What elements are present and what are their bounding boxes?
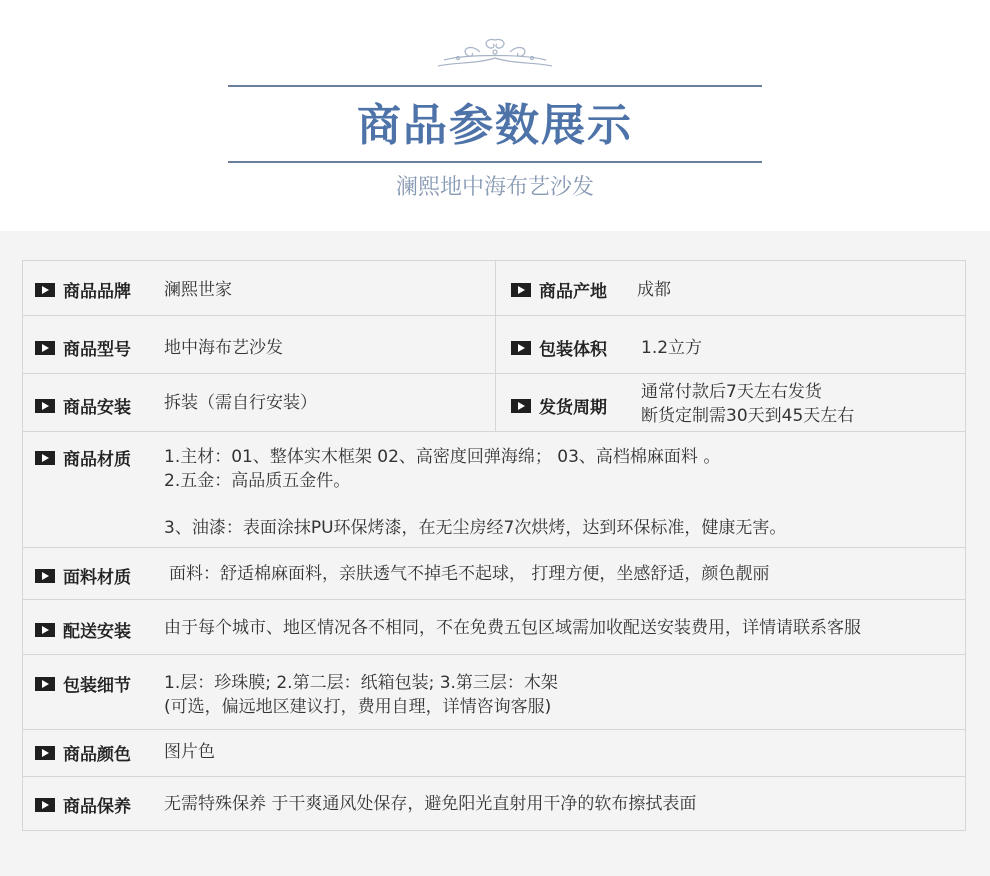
play-marker-icon	[35, 623, 55, 637]
param-value-material-line3: 3、油漆：表面涂抹PU环保烤漆，在无尘房经7次烘烤，达到环保标准，健康无害。	[164, 518, 787, 538]
param-label-delivery	[35, 617, 131, 642]
param-label-model	[35, 335, 131, 360]
label-text: 配送安装	[63, 622, 131, 642]
header-banner	[0, 0, 990, 231]
page-subtitle: 澜熙地中海布艺沙发	[395, 175, 594, 200]
label-text: 发货周期	[539, 398, 607, 418]
column-divider	[495, 316, 496, 373]
param-label-volume	[511, 335, 607, 360]
table-row	[23, 777, 965, 831]
param-value-model: 地中海布艺沙发	[164, 338, 283, 358]
play-marker-icon	[511, 283, 531, 297]
label-text: 面料材质	[63, 568, 131, 588]
play-marker-icon	[35, 677, 55, 691]
play-marker-icon	[35, 283, 55, 297]
page-title: 商品参数展示	[357, 100, 633, 151]
table-row	[23, 316, 965, 374]
label-text: 包装细节	[63, 676, 131, 696]
table-row	[23, 600, 965, 655]
label-text: 商品型号	[63, 340, 131, 360]
label-text: 商品品牌	[63, 282, 131, 302]
table-row	[23, 548, 965, 600]
title-rule-bottom	[228, 161, 762, 163]
param-value-volume: 1.2立方	[641, 338, 703, 358]
label-text: 商品保养	[63, 797, 131, 817]
play-marker-icon	[35, 746, 55, 760]
play-marker-icon	[35, 798, 55, 812]
play-marker-icon	[35, 341, 55, 355]
param-label-fabric	[35, 563, 131, 588]
param-value-fabric: 面料：舒适棉麻面料，亲肤透气不掉毛不起球， 打理方便，坐感舒适，颜色靓丽	[169, 564, 770, 584]
play-marker-icon	[35, 451, 55, 465]
table-row	[23, 374, 965, 432]
param-value-material-line1: 1.主材：01、整体实木框架 02、高密度回弹海绵； 03、高档棉麻面料 。	[164, 447, 721, 467]
label-text: 商品安装	[63, 398, 131, 418]
title-rule-top	[228, 85, 762, 87]
param-label-material	[35, 445, 131, 470]
param-value-color: 图片色	[164, 742, 215, 762]
table-row	[23, 261, 965, 316]
param-value-care: 无需特殊保养 于干爽通风处保存，避免阳光直射用干净的软布擦拭表面	[164, 794, 697, 814]
param-label-color	[35, 740, 131, 765]
param-value-origin: 成都	[637, 280, 671, 300]
table-row	[23, 432, 965, 548]
param-value-install: 拆装（需自行安装）	[164, 393, 317, 413]
param-value-brand: 澜熙世家	[164, 280, 232, 300]
column-divider	[495, 261, 496, 315]
label-text: 商品材质	[63, 450, 131, 470]
param-label-care	[35, 792, 131, 817]
param-value-packing-line2: (可选，偏远地区建议打，费用自理，详情咨询客服)	[164, 697, 552, 717]
param-label-origin	[511, 277, 607, 302]
param-value-packing-line1: 1.层：珍珠膜; 2.第二层：纸箱包装; 3.第三层：木架	[164, 673, 558, 693]
label-text: 商品颜色	[63, 745, 131, 765]
ornament-flourish-icon	[436, 34, 554, 74]
param-label-brand	[35, 277, 131, 302]
play-marker-icon	[511, 341, 531, 355]
param-label-packing	[35, 671, 131, 696]
param-label-shipping	[511, 393, 607, 418]
label-text: 包装体积	[539, 340, 607, 360]
param-value-material-line2: 2.五金：高品质五金件。	[164, 471, 351, 491]
play-marker-icon	[35, 399, 55, 413]
params-table	[22, 260, 966, 831]
param-value-delivery: 由于每个城市、地区情况各不相同，不在免费五包区域需加收配送安装费用，详情请联系客服	[164, 618, 861, 638]
param-label-install	[35, 393, 131, 418]
table-row	[23, 655, 965, 730]
label-text: 商品产地	[539, 282, 607, 302]
table-row	[23, 730, 965, 777]
column-divider	[495, 374, 496, 431]
play-marker-icon	[511, 399, 531, 413]
param-value-shipping-line2: 断货定制需30天到45天左右	[641, 406, 855, 426]
play-marker-icon	[35, 569, 55, 583]
param-value-shipping-line1: 通常付款后7天左右发货	[641, 382, 822, 402]
